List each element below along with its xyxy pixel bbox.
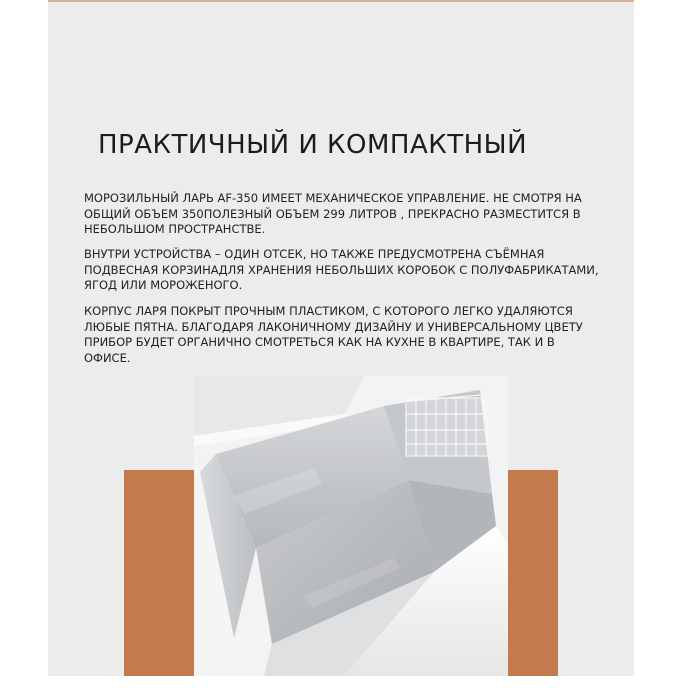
description-paragraph-3: КОРПУС ЛАРЯ ПОКРЫТ ПРОЧНЫМ ПЛАСТИКОМ, С КОТОРОГО ЛЕГКО УДАЛЯЮТСЯ ЛЮБЫЕ ПЯТНА. БЛАГОДАРЯ ЛАКОНИЧНОМУ ДИЗАЙНУ И УНИВЕРСАЛЬНОМУ ЦВЕТУ ПРИБОР БУДЕТ ОРГАНИЧНО СМОТРЕТЬСЯ КАК НА КУХНЕ В КВАРТИРЕ, ТАК И В ОФИСЕ. — [84, 304, 583, 365]
description-paragraph-2: ВНУТРИ УСТРОЙСТВА – ОДИН ОТСЕК, НО ТАКЖЕ ПРЕДУСМОТРЕНА СЪЁМНАЯ ПОДВЕСНАЯ КОРЗИНАДЛЯ ХРАНЕНИЯ НЕБОЛЬШИХ КОРОБОК С ПОЛУФАБРИКАТАМИ, ЯГОД ИЛИ МОРОЖЕНОГО. — [84, 247, 599, 292]
top-accent-line — [48, 0, 634, 2]
freezer-interior-photo — [194, 376, 508, 676]
wire-basket — [400, 394, 492, 456]
page-title: ПРАКТИЧНЫЙ И КОМПАКТНЫЙ — [98, 130, 528, 160]
freezer-illustration — [194, 376, 508, 676]
description-paragraph-1: МОРОЗИЛЬНЫЙ ЛАРЬ AF-350 ИМЕЕТ МЕХАНИЧЕСКОЕ УПРАВЛЕНИЕ. НЕ СМОТРЯ НА ОБЩИЙ ОБЪЕМ 350ПОЛЕЗНЫЙ ОБЪЕМ 299 ЛИТРОВ , ПРЕКРАСНО РАЗМЕСТИТСЯ В НЕБОЛЬШОМ ПРОСТРАНСТВЕ. — [84, 191, 582, 236]
